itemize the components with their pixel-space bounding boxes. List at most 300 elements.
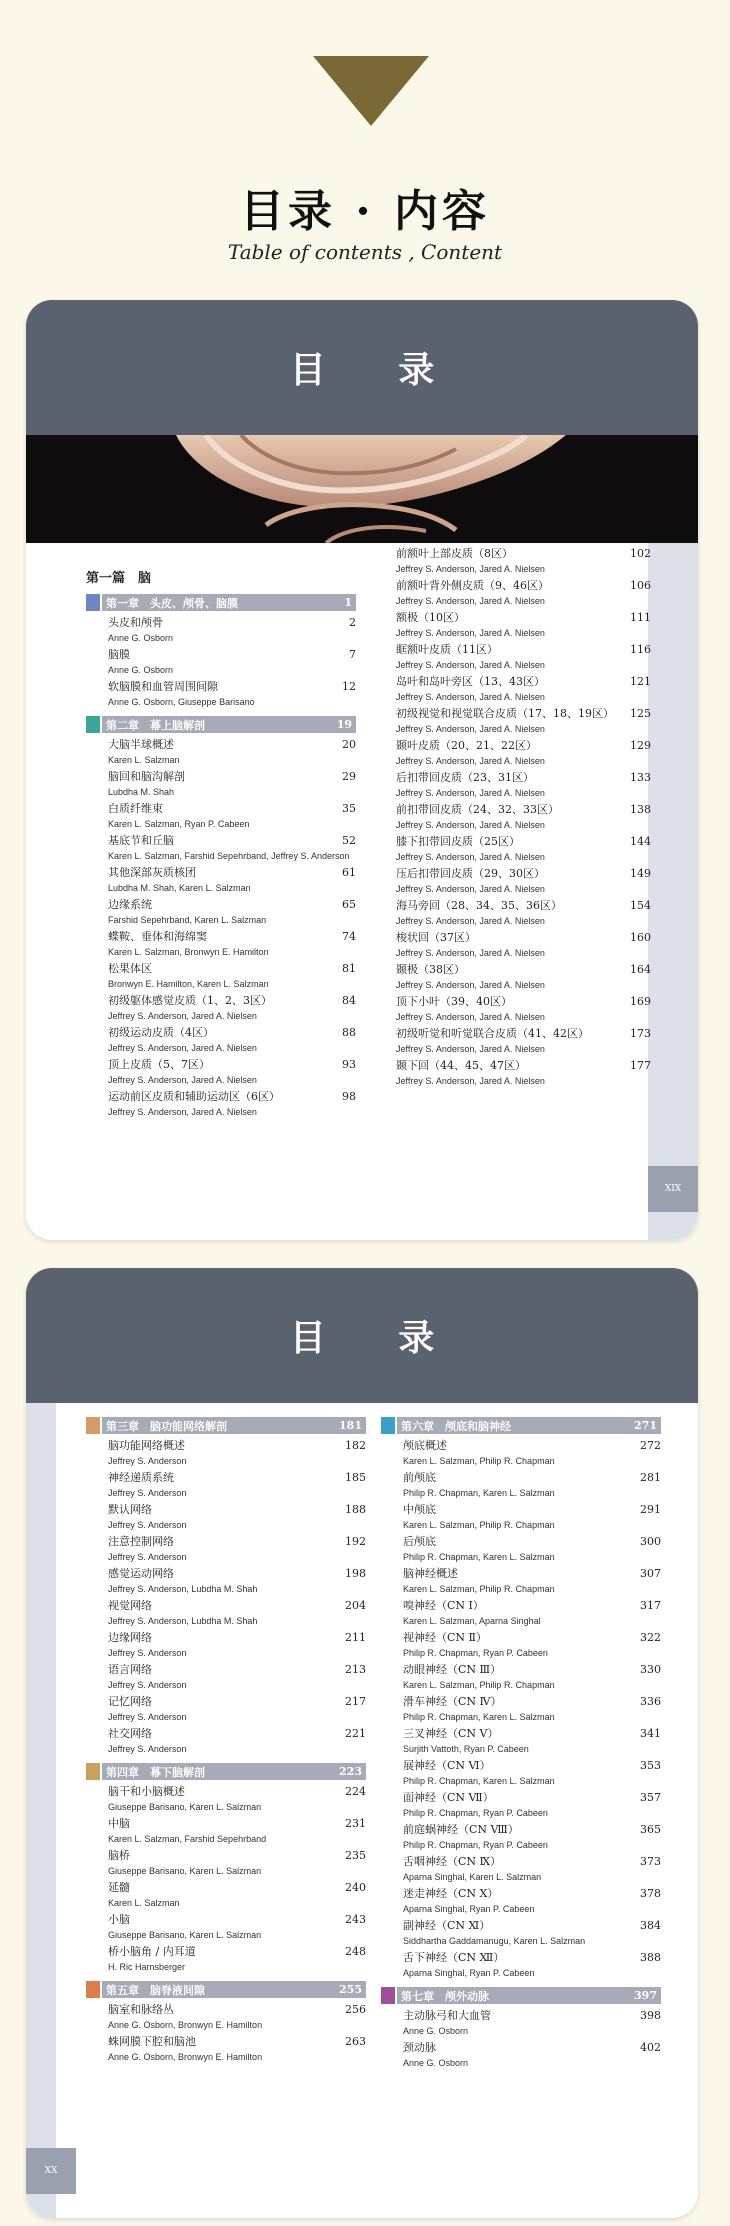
entry-authors: Jeffrey S. Anderson, Jared A. Nielsen [108, 1043, 257, 1053]
chapter-title: 第一章 头皮、颅骨、脑膜 [106, 596, 238, 610]
toc-entry [381, 1565, 661, 1582]
entry-title: 颞极（38区） [396, 963, 465, 976]
entry-authors: Jeffrey S. Anderson, Jared A. Nielsen [396, 660, 545, 670]
entry-page: 7 [349, 648, 356, 661]
toc-left-column [86, 1411, 366, 2065]
entry-title: 记忆网络 [108, 1695, 152, 1708]
entry-page: 243 [345, 1913, 366, 1926]
entry-authors: Philip R. Chapman, Ryan P. Cabeen [403, 1840, 548, 1850]
entry-authors: Jeffrey S. Anderson [108, 1456, 187, 1466]
entry-authors: Anne G. Osborn [403, 2058, 469, 2068]
toc-entry [381, 1597, 661, 1614]
entry-page: 240 [345, 1881, 366, 1894]
entry-title: 岛叶和岛叶旁区（13、43区） [396, 675, 545, 688]
page-number-tag: XX [26, 2148, 76, 2194]
entry-page: 129 [630, 739, 651, 752]
entry-page: 384 [640, 1919, 661, 1932]
toc-entry [86, 800, 356, 817]
toc-entry [396, 673, 651, 690]
entry-title: 初级运动皮质（4区） [108, 1026, 214, 1039]
chapter-color-marker [86, 1417, 100, 1434]
entry-page: 402 [640, 2041, 661, 2054]
entry-title: 脑室和脉络丛 [108, 2003, 174, 2016]
entry-title: 舌咽神经（CN Ⅸ） [403, 1855, 502, 1868]
entry-authors: Farshid Sepehrband, Karen L. Salzman [108, 915, 267, 925]
entry-page: 213 [345, 1663, 366, 1676]
entry-page: 198 [345, 1567, 366, 1580]
entry-title: 小脑 [108, 1913, 130, 1926]
entry-title: 颅底概述 [403, 1439, 447, 1452]
entry-authors: Jeffrey S. Anderson, Jared A. Nielsen [108, 1075, 257, 1085]
entry-authors: Jeffrey S. Anderson [108, 1680, 187, 1690]
entry-title: 社交网络 [108, 1727, 152, 1740]
entry-authors: Jeffrey S. Anderson, Jared A. Nielsen [396, 596, 545, 606]
entry-authors: Jeffrey S. Anderson [108, 1744, 187, 1754]
entry-page: 256 [345, 2003, 366, 2016]
entry-page: 398 [640, 2009, 661, 2022]
toc-entry [381, 1469, 661, 1486]
entry-title: 后扣带回皮质（23、31区） [396, 771, 534, 784]
entry-title: 神经递质系统 [108, 1471, 174, 1484]
entry-page: 173 [630, 1027, 651, 1040]
entry-title: 滑车神经（CN Ⅳ） [403, 1695, 502, 1708]
entry-authors: Karen L. Salzman, Philip R. Chapman [403, 1584, 555, 1594]
entry-authors: H. Ric Harnsberger [108, 1962, 186, 1972]
chapter-title: 第五章 脑脊液间隙 [106, 1983, 205, 1997]
entry-page: 169 [630, 995, 651, 1008]
toc-entry [86, 646, 356, 663]
chapter-bar [102, 1763, 366, 1780]
entry-title: 动眼神经（CN Ⅲ） [403, 1663, 502, 1676]
toc-entry [381, 1661, 661, 1678]
toc-entry [86, 1597, 366, 1614]
entry-authors: Jeffrey S. Anderson, Jared A. Nielsen [396, 564, 545, 574]
toc-entry [396, 1057, 651, 1074]
chapter-page: 19 [336, 718, 352, 731]
toc-entry [381, 1533, 661, 1550]
entry-authors: Jeffrey S. Anderson, Jared A. Nielsen [108, 1011, 257, 1021]
entry-authors: Jeffrey S. Anderson, Jared A. Nielsen [396, 628, 545, 638]
entry-authors: Philip R. Chapman, Karen L. Salzman [403, 1776, 555, 1786]
entry-page: 317 [640, 1599, 661, 1612]
toc-entry [86, 1943, 366, 1960]
toc-entry [86, 1911, 366, 1928]
entry-title: 松果体区 [108, 962, 152, 975]
entry-page: 291 [640, 1503, 661, 1516]
entry-title: 前庭蜗神经（CN Ⅷ） [403, 1823, 519, 1836]
chapter-header [86, 1763, 366, 1780]
entry-title: 颞下回（44、45、47区） [396, 1059, 526, 1072]
entry-page: 138 [630, 803, 651, 816]
entry-page: 235 [345, 1849, 366, 1862]
entry-title: 前颅底 [403, 1471, 436, 1484]
toc-card-1 [26, 300, 698, 1240]
entry-title: 前扣带回皮质（24、32、33区） [396, 803, 559, 816]
entry-page: 35 [342, 802, 356, 815]
entry-title: 脑桥 [108, 1849, 130, 1862]
chapter-color-marker [86, 594, 100, 611]
page-sidebar [648, 543, 698, 1240]
brain-illustration [26, 435, 698, 543]
chapter-header [381, 1987, 661, 2004]
entry-page: 125 [630, 707, 651, 720]
toc-entry [86, 960, 356, 977]
toc-entry [86, 614, 356, 631]
entry-title: 初级躯体感觉皮质（1、2、3区） [108, 994, 272, 1007]
toc-entry [86, 1629, 366, 1646]
toc-entry [86, 1879, 366, 1896]
toc-entry [396, 769, 651, 786]
entry-page: 149 [630, 867, 651, 880]
entry-page: 231 [345, 1817, 366, 1830]
entry-authors: Karen L. Salzman [108, 1898, 180, 1908]
entry-page: 272 [640, 1439, 661, 1452]
entry-page: 188 [345, 1503, 366, 1516]
entry-title: 脑膜 [108, 648, 130, 661]
entry-title: 初级听觉和听觉联合皮质（41、42区） [396, 1027, 589, 1040]
entry-authors: Anne G. Osborn, Bronwyn E. Hamilton [108, 2020, 263, 2030]
toc-entry [86, 928, 356, 945]
entry-authors: Jeffrey S. Anderson [108, 1552, 187, 1562]
entry-page: 217 [345, 1695, 366, 1708]
toc-entry [381, 1725, 661, 1742]
toc-left-column [86, 565, 356, 1120]
entry-authors: Jeffrey S. Anderson, Jared A. Nielsen [396, 1044, 545, 1054]
entry-authors: Jeffrey S. Anderson, Jared A. Nielsen [108, 1107, 257, 1117]
toc-content [26, 1403, 698, 2218]
entry-title: 大脑半球概述 [108, 738, 174, 751]
entry-page: 378 [640, 1887, 661, 1900]
entry-page: 81 [342, 962, 356, 975]
entry-title: 顶上皮质（5、7区） [108, 1058, 210, 1071]
toc-entry [381, 1757, 661, 1774]
toc-entry [396, 577, 651, 594]
entry-authors: Karen L. Salzman, Philip R. Chapman [403, 1456, 555, 1466]
entry-authors: Karen L. Salzman, Philip R. Chapman [403, 1680, 555, 1690]
entry-title: 嗅神经（CN Ⅰ） [403, 1599, 484, 1612]
page-subtitle: Table of contents , Content [227, 240, 503, 264]
entry-title: 边缘网络 [108, 1631, 152, 1644]
toc-entry [86, 1088, 356, 1105]
entry-authors: Anne G. Osborn [108, 633, 174, 643]
entry-title: 脑神经概述 [403, 1567, 458, 1580]
entry-page: 388 [640, 1951, 661, 1964]
entry-page: 373 [640, 1855, 661, 1868]
toc-entry [381, 1821, 661, 1838]
entry-authors: Philip R. Chapman, Karen L. Salzman [403, 1488, 555, 1498]
entry-page: 121 [630, 675, 651, 688]
entry-authors: Jeffrey S. Anderson, Jared A. Nielsen [396, 1012, 545, 1022]
entry-title: 前额叶上部皮质（8区） [396, 547, 513, 560]
entry-page: 84 [342, 994, 356, 1007]
entry-page: 307 [640, 1567, 661, 1580]
entry-title: 前额叶背外侧皮质（9、46区） [396, 579, 549, 592]
entry-page: 177 [630, 1059, 651, 1072]
chapter-title: 第六章 颅底和脑神经 [401, 1419, 511, 1433]
entry-authors: Aparna Singhal, Karen L. Salzman [403, 1872, 542, 1882]
entry-page: 74 [342, 930, 356, 943]
chapter-bar [397, 1417, 661, 1434]
toc-entry [381, 1917, 661, 1934]
chapter-color-marker [86, 1981, 100, 1998]
entry-authors: Anne G. Osborn, Bronwyn E. Hamilton [108, 2052, 263, 2062]
entry-title: 头皮和颅骨 [108, 616, 163, 629]
entry-authors: Jeffrey S. Anderson, Lubdha M. Shah [108, 1616, 258, 1626]
entry-page: 20 [342, 738, 356, 751]
entry-authors: Philip R. Chapman, Ryan P. Cabeen [403, 1648, 548, 1658]
entry-title: 梭状回（37区） [396, 931, 476, 944]
entry-page: 322 [640, 1631, 661, 1644]
chapter-bar [102, 1417, 366, 1434]
entry-title: 桥小脑角 / 内耳道 [108, 1945, 196, 1958]
entry-title: 视觉网络 [108, 1599, 152, 1612]
entry-authors: Jeffrey S. Anderson [108, 1488, 187, 1498]
entry-page: 52 [342, 834, 356, 847]
entry-authors: Karen L. Salzman, Ryan P. Cabeen [108, 819, 250, 829]
toc-entry [396, 897, 651, 914]
toc-entry [86, 2001, 366, 2018]
entry-page: 61 [342, 866, 356, 879]
entry-title: 压后扣带回皮质（29、30区） [396, 867, 545, 880]
page-sidebar [26, 1403, 56, 2218]
chapter-header [86, 716, 356, 733]
entry-authors: Jeffrey S. Anderson, Jared A. Nielsen [396, 756, 545, 766]
entry-title: 基底节和丘脑 [108, 834, 174, 847]
chapter-page: 181 [339, 1419, 362, 1432]
entry-title: 蛛网膜下腔和脑池 [108, 2035, 196, 2048]
entry-authors: Philip R. Chapman, Karen L. Salzman [403, 1712, 555, 1722]
entry-title: 运动前区皮质和辅助运动区（6区） [108, 1090, 280, 1103]
entry-title: 默认网络 [108, 1503, 152, 1516]
toc-entry [86, 1815, 366, 1832]
entry-authors: Jeffrey S. Anderson, Jared A. Nielsen [396, 788, 545, 798]
entry-title: 展神经（CN Ⅵ） [403, 1759, 491, 1772]
entry-authors: Jeffrey S. Anderson, Jared A. Nielsen [396, 980, 545, 990]
entry-title: 主动脉弓和大血管 [403, 2009, 491, 2022]
chapter-title: 第二章 幕上脑解剖 [106, 718, 205, 732]
entry-title: 脑干和小脑概述 [108, 1785, 185, 1798]
entry-authors: Giuseppe Barisano, Karen L. Salzman [108, 1802, 262, 1812]
entry-authors: Jeffrey S. Anderson, Jared A. Nielsen [396, 916, 545, 926]
entry-title: 软脑膜和血管周围间隙 [108, 680, 218, 693]
entry-title: 额极（10区） [396, 611, 465, 624]
toc-entry [396, 929, 651, 946]
entry-title: 视神经（CN Ⅱ） [403, 1631, 488, 1644]
toc-entry [381, 1437, 661, 1454]
toc-entry [86, 768, 356, 785]
chapter-bar [102, 716, 356, 733]
toc-entry [381, 1853, 661, 1870]
chapter-color-marker [381, 1417, 395, 1434]
entry-page: 98 [342, 1090, 356, 1103]
entry-page: 144 [630, 835, 651, 848]
entry-title: 脑回和脑沟解剖 [108, 770, 185, 783]
toc-entry [396, 961, 651, 978]
chapter-page: 255 [339, 1983, 362, 1996]
entry-authors: Jeffrey S. Anderson, Jared A. Nielsen [396, 948, 545, 958]
entry-title: 中颅底 [403, 1503, 436, 1516]
entry-page: 281 [640, 1471, 661, 1484]
entry-page: 182 [345, 1439, 366, 1452]
entry-authors: Jeffrey S. Anderson, Lubdha M. Shah [108, 1584, 258, 1594]
entry-authors: Jeffrey S. Anderson [108, 1648, 187, 1658]
entry-authors: Jeffrey S. Anderson, Jared A. Nielsen [396, 884, 545, 894]
chapter-bar [102, 594, 356, 611]
toc-entry [396, 801, 651, 818]
page-number-tag: XIX [648, 1166, 698, 1212]
entry-authors: Aparna Singhal, Ryan P. Cabeen [403, 1904, 535, 1914]
toc-entry [396, 1025, 651, 1042]
entry-page: 160 [630, 931, 651, 944]
entry-authors: Bronwyn E. Hamilton, Karen L. Salzman [108, 979, 269, 989]
toc-entry [86, 678, 356, 695]
toc-right-column [381, 1411, 661, 2071]
entry-page: 185 [345, 1471, 366, 1484]
entry-authors: Philip R. Chapman, Ryan P. Cabeen [403, 1808, 548, 1818]
entry-title: 注意控制网络 [108, 1535, 174, 1548]
entry-page: 224 [345, 1785, 366, 1798]
toc-entry [381, 1885, 661, 1902]
entry-authors: Surjith Vattoth, Ryan P. Cabeen [403, 1744, 529, 1754]
chapter-page: 1 [344, 596, 352, 609]
entry-page: 192 [345, 1535, 366, 1548]
toc-right-column [396, 545, 651, 1089]
toc-entry [86, 2033, 366, 2050]
entry-page: 357 [640, 1791, 661, 1804]
entry-title: 感觉运动网络 [108, 1567, 174, 1580]
entry-page: 221 [345, 1727, 366, 1740]
entry-page: 204 [345, 1599, 366, 1612]
entry-authors: Giuseppe Barisano, Karen L. Salzman [108, 1930, 262, 1940]
entry-title: 颈动脉 [403, 2041, 436, 2054]
chapter-color-marker [86, 1763, 100, 1780]
chapter-header [86, 1981, 366, 1998]
chapter-bar [397, 1987, 661, 2004]
entry-title: 舌下神经（CN Ⅻ） [403, 1951, 505, 1964]
entry-page: 2 [349, 616, 356, 629]
entry-title: 面神经（CN Ⅶ） [403, 1791, 494, 1804]
entry-authors: Karen L. Salzman, Farshid Sepehrband [108, 1834, 267, 1844]
entry-title: 眶额叶皮质（11区） [396, 643, 498, 656]
chapter-header [381, 1417, 661, 1434]
toc-entry [381, 2039, 661, 2056]
entry-title: 迷走神经（CN Ⅹ） [403, 1887, 499, 1900]
toc-entry [86, 1847, 366, 1864]
down-triangle-icon [313, 56, 429, 126]
toc-entry [86, 896, 356, 913]
toc-entry [381, 1501, 661, 1518]
entry-title: 颞叶皮质（20、21、22区） [396, 739, 537, 752]
entry-title: 语言网络 [108, 1663, 152, 1676]
entry-page: 29 [342, 770, 356, 783]
entry-authors: Jeffrey S. Anderson, Jared A. Nielsen [396, 852, 545, 862]
brain-banner-image [26, 435, 698, 543]
entry-title: 白质纤维束 [108, 802, 163, 815]
entry-page: 211 [345, 1631, 366, 1644]
entry-title: 初级视觉和视觉联合皮质（17、18、19区） [396, 707, 614, 720]
toc-entry [381, 1629, 661, 1646]
entry-title: 脑功能网络概述 [108, 1439, 185, 1452]
entry-title: 蝶鞍、垂体和海绵窦 [108, 930, 207, 943]
toc-entry [86, 1469, 366, 1486]
toc-entry [86, 1693, 366, 1710]
entry-authors: Jeffrey S. Anderson [108, 1712, 187, 1722]
entry-title: 膝下扣带回皮质（25区） [396, 835, 520, 848]
entry-authors: Jeffrey S. Anderson [108, 1520, 187, 1530]
entry-authors: Lubdha M. Shah [108, 787, 175, 797]
chapter-page: 271 [634, 1419, 657, 1432]
chapter-color-marker [86, 716, 100, 733]
entry-authors: Siddhartha Gaddamanugu, Karen L. Salzman [403, 1936, 586, 1946]
toc-entry [396, 545, 651, 562]
entry-authors: Karen L. Salzman, Philip R. Chapman [403, 1520, 555, 1530]
toc-entry [86, 1437, 366, 1454]
entry-authors: Anne G. Osborn, Giuseppe Barisano [108, 697, 255, 707]
entry-title: 三叉神经（CN Ⅴ） [403, 1727, 499, 1740]
toc-entry [396, 705, 651, 722]
toc-card-2 [26, 1268, 698, 2218]
toc-entry [86, 1565, 366, 1582]
entry-authors: Anne G. Osborn [403, 2026, 469, 2036]
entry-title: 后颅底 [403, 1535, 436, 1548]
entry-title: 海马旁回（28、34、35、36区） [396, 899, 562, 912]
entry-page: 164 [630, 963, 651, 976]
entry-authors: Philip R. Chapman, Karen L. Salzman [403, 1552, 555, 1562]
chapter-header [86, 1417, 366, 1434]
toc-entry [86, 1783, 366, 1800]
toc-entry [86, 1661, 366, 1678]
entry-title: 副神经（CN Ⅺ） [403, 1919, 491, 1932]
entry-authors: Giuseppe Barisano, Karen L. Salzman [108, 1866, 262, 1876]
entry-authors: Lubdha M. Shah, Karen L. Salzman [108, 883, 251, 893]
chapter-page: 223 [339, 1765, 362, 1778]
entry-authors: Anne G. Osborn [108, 665, 174, 675]
chapter-bar [102, 1981, 366, 1998]
chapter-title: 第七章 颅外动脉 [401, 1989, 489, 2003]
entry-authors: Aparna Singhal, Ryan P. Cabeen [403, 1968, 535, 1978]
entry-page: 12 [342, 680, 356, 693]
toc-entry [86, 864, 356, 881]
entry-page: 300 [640, 1535, 661, 1548]
toc-entry [396, 865, 651, 882]
entry-authors: Jeffrey S. Anderson, Jared A. Nielsen [396, 724, 545, 734]
toc-entry [86, 992, 356, 1009]
toc-content [26, 543, 698, 1240]
toc-entry [396, 993, 651, 1010]
entry-title: 其他深部灰质核团 [108, 866, 196, 879]
entry-page: 102 [630, 547, 651, 560]
chapter-title: 第三章 脑功能网络解剖 [106, 1419, 227, 1433]
toc-entry [86, 832, 356, 849]
entry-authors: Karen L. Salzman, Aparna Singhal [403, 1616, 541, 1626]
part-heading: 第一篇 脑 [86, 571, 152, 586]
entry-page: 106 [630, 579, 651, 592]
entry-authors: Jeffrey S. Anderson, Jared A. Nielsen [396, 820, 545, 830]
chapter-page: 397 [634, 1989, 657, 2002]
chapter-color-marker [381, 1987, 395, 2004]
toc-entry [86, 1024, 356, 1041]
toc-entry [381, 1949, 661, 1966]
entry-page: 154 [630, 899, 651, 912]
chapter-title: 第四章 幕下脑解剖 [106, 1765, 205, 1779]
entry-page: 341 [640, 1727, 661, 1740]
toc-entry [381, 2007, 661, 2024]
toc-entry [396, 609, 651, 626]
entry-title: 延髓 [108, 1881, 130, 1894]
chapter-header [86, 594, 356, 611]
toc-entry [86, 1056, 356, 1073]
card-title: 目 录 [26, 1268, 698, 1403]
